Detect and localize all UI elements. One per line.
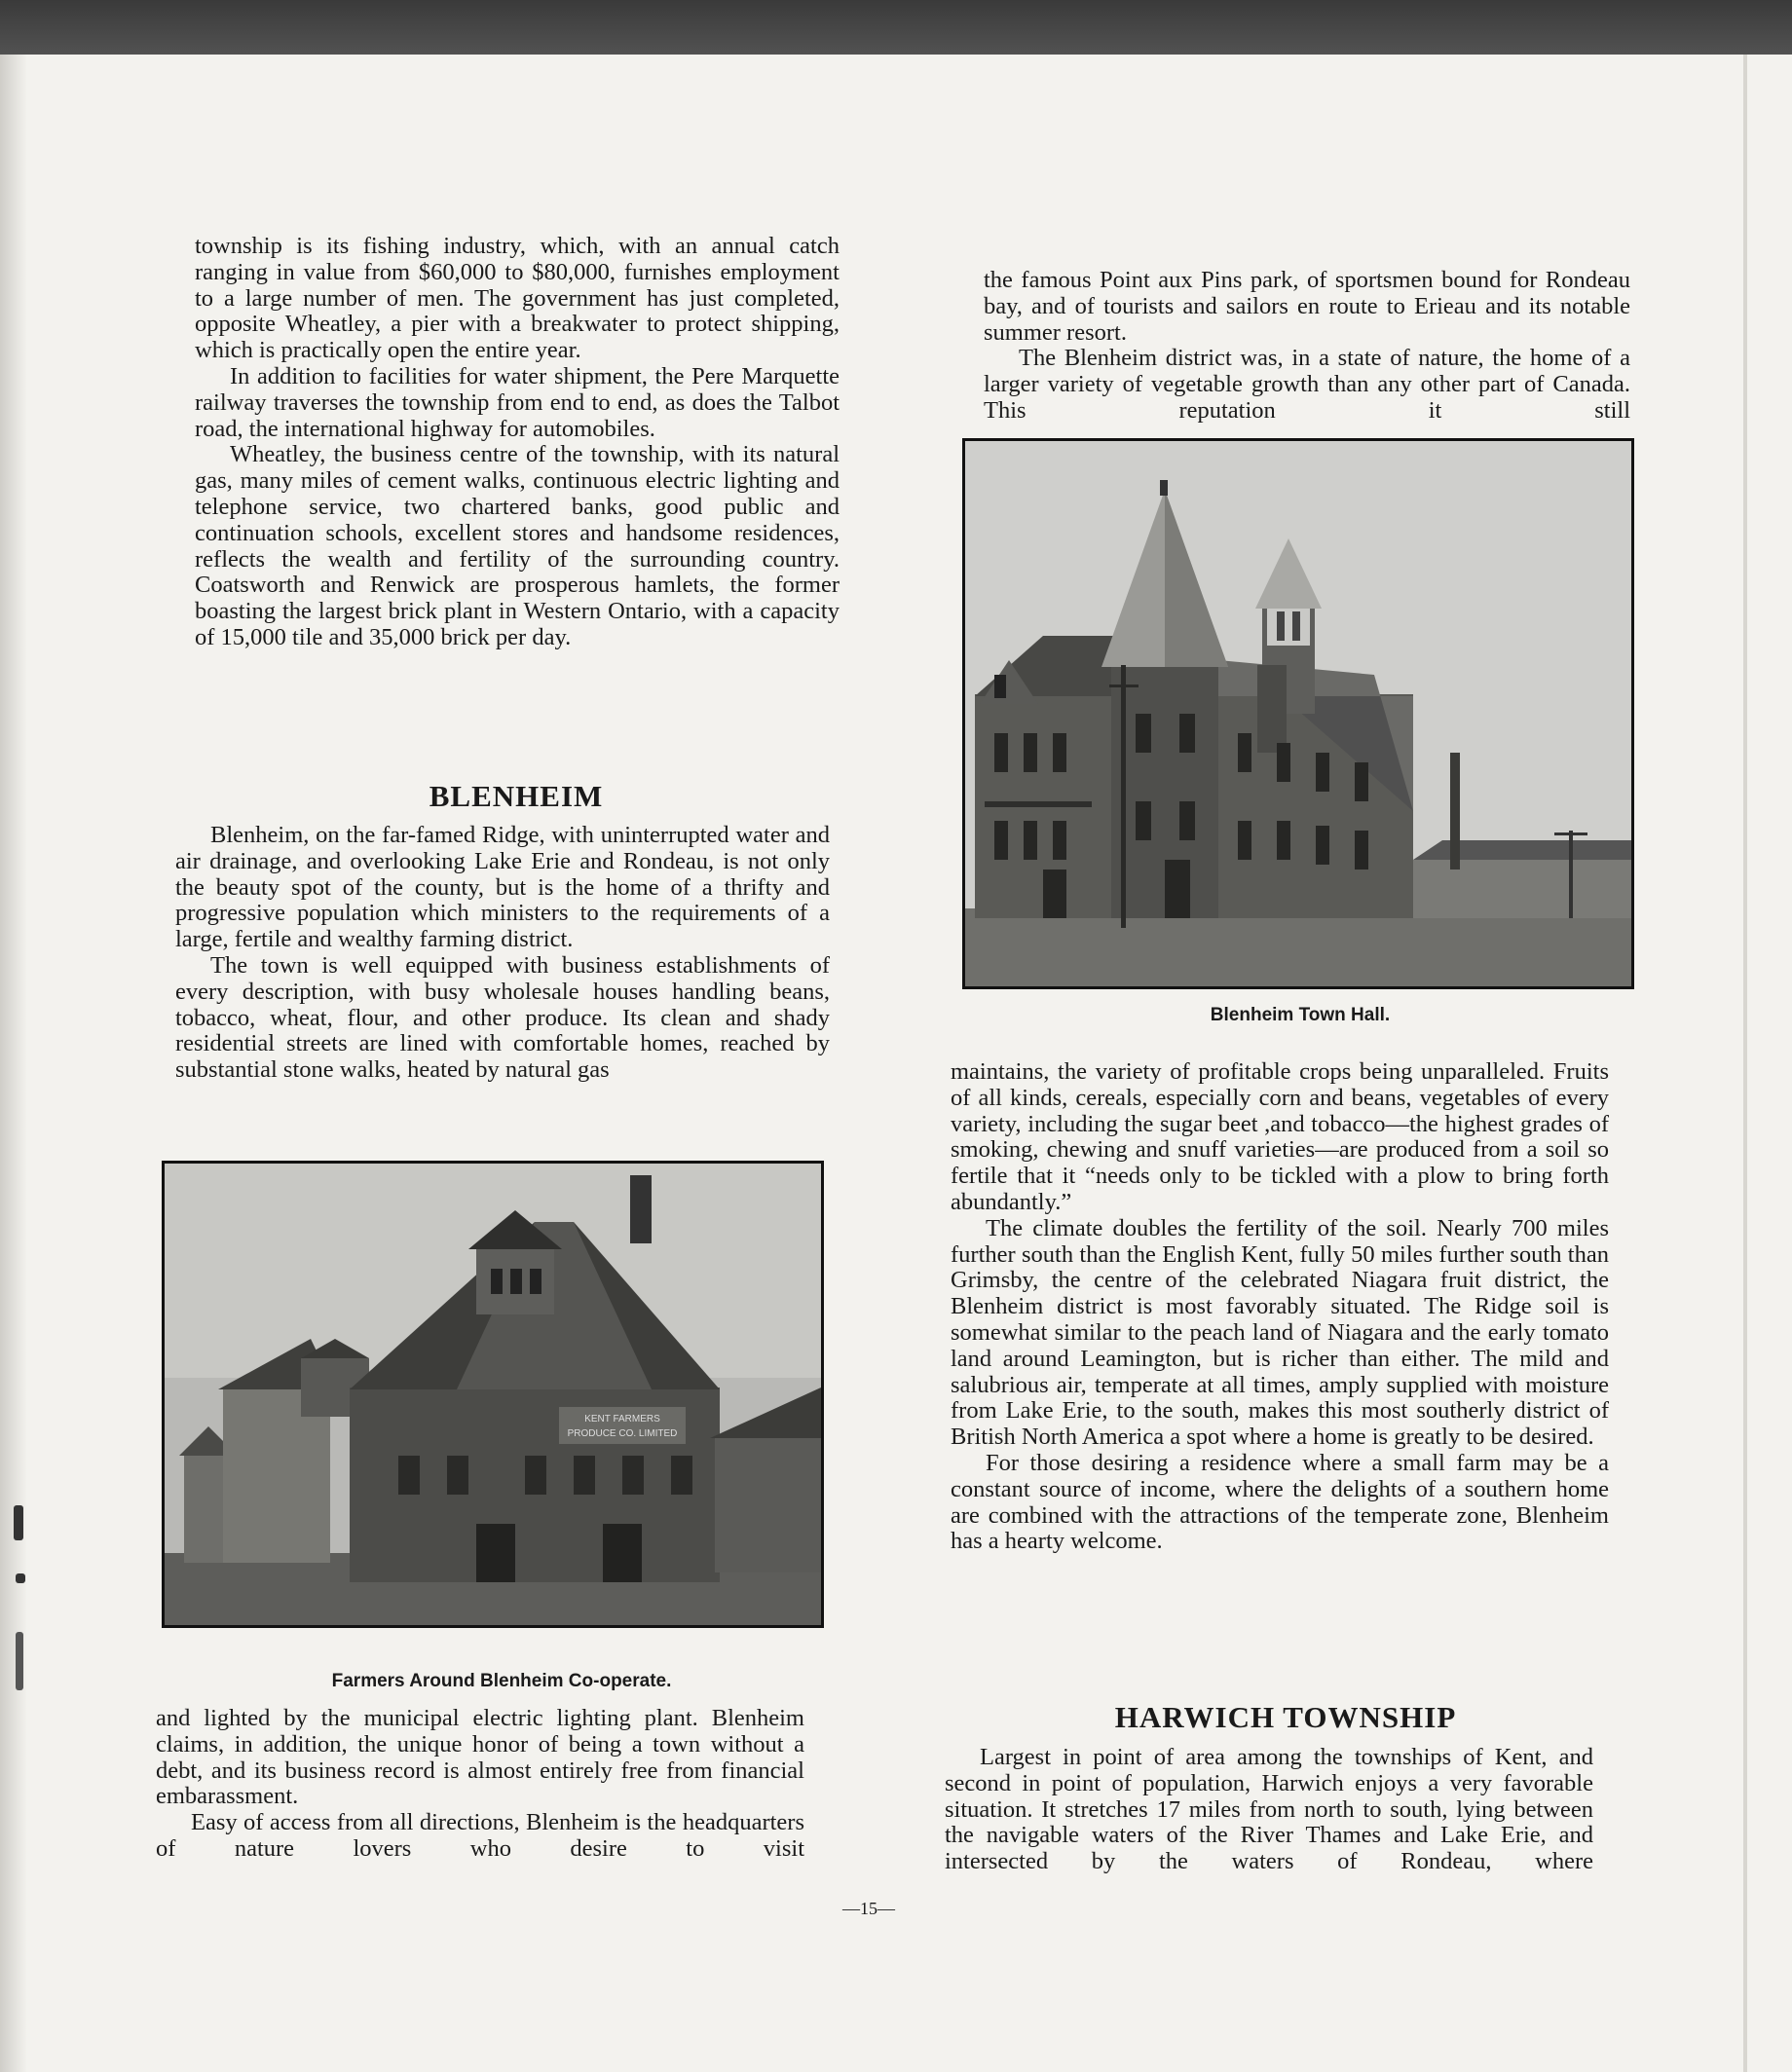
page-edge bbox=[1743, 55, 1747, 2072]
caption-town-hall: Blenheim Town Hall. bbox=[1210, 1005, 1391, 1025]
building-sign-text: KENT FARMERS bbox=[584, 1414, 660, 1424]
paragraph-district: The Blenheim district was, in a state of nature, the home of a larger variety of vegetable growth than any other part of Canada. This reputation it still bbox=[984, 345, 1630, 424]
left-column-top bbox=[195, 234, 840, 651]
paragraph-lighted: and lighted by the municipal electric lighting plant. Blenheim claims, in addition, the unique honor of being a town without a debt, and its business record is almost entirely free from financial embarassment. bbox=[156, 1705, 804, 1810]
town-hall-illustration bbox=[965, 441, 1631, 986]
paragraph-access: Easy of access from all directions, Blenheim is the headquarters of nature lovers who desire to visit bbox=[156, 1809, 804, 1862]
paragraph-railway: In addition to facilities for water shipment, the Pere Marquette railway traverses the township from end to end, as does the Talbot road, the international highway for automobiles. bbox=[195, 362, 840, 442]
paragraph-point-aux-pins: the famous Point aux Pins park, of sportsmen bound for Rondeau bay, and of tourists and sailors en route to Erieau and its notable summer resort. bbox=[984, 267, 1630, 346]
paragraph-wheatley: Wheatley, the business centre of the township, with its natural gas, many miles of cement walks, continuous electric lighting and telephone service, two chartered banks, good public and continuation schools, excellent stores and handsome residences, reflects the wealth and fertility of the surrounding country. Coatsworth and Renwick are prosperous hamlets, the former boasting the largest brick plant in Western Ontario, with a capacity of 15,000 tile and 35,000 brick per day. bbox=[195, 441, 840, 650]
binding-staple bbox=[16, 1632, 23, 1690]
paragraph-residence: For those desiring a residence where a small farm may be a constant source of income, where the delights of a southern home are combined with the attractions of the temperate zone, Blenheim has a hearty welcome. bbox=[951, 1449, 1609, 1555]
right-column-top bbox=[984, 268, 1630, 425]
paragraph-climate: The climate doubles the fertility of the soil. Nearly 700 miles further south than the English Kent, fully 50 miles further south than Grimsby, the centre of the celebrated Niagara fruit district, the Blenheim district is most favorably situated. The Ridge soil is somewhat similar to the peach land of Niagara and the early tomato land around Leamington, but is richer than either. The mild and salubrious air, temperate at all times, amply supplied with moisture from Lake Erie, to the south, makes this most southerly district of British North America a spot where a home is greatly to be desired. bbox=[951, 1214, 1609, 1451]
farmers-coop-illustration bbox=[165, 1164, 821, 1625]
svg-text:PRODUCE CO. LIMITED: PRODUCE CO. LIMITED bbox=[567, 1428, 678, 1439]
gutter-shadow bbox=[0, 55, 27, 2072]
heading-harwich-township: HARWICH TOWNSHIP bbox=[1114, 1700, 1457, 1734]
paragraph-town: The town is well equipped with business establishments of every description, with busy wholesale houses handling beans, tobacco, wheat, flour, and other produce. Its clean and shady residential streets are lined with comfortable homes, reached by substantial stone walks, heated by natural gas bbox=[175, 951, 830, 1084]
left-column-blenheim bbox=[175, 823, 830, 1084]
right-column-middle bbox=[951, 1059, 1609, 1555]
left-column-bottom bbox=[156, 1706, 804, 1863]
heading-blenheim: BLENHEIM bbox=[429, 779, 604, 813]
caption-farmers-coop: Farmers Around Blenheim Co-operate. bbox=[331, 1671, 672, 1691]
scan-background bbox=[0, 0, 1792, 62]
paragraph-harwich: Largest in point of area among the townships of Kent, and second in point of population, Harwich enjoys a very favorable situation. It stretches 17 miles from north to south, lying between the navigable waters of the River Thames and Lake Erie, and intersected by the waters of Rondeau, where bbox=[945, 1744, 1593, 1875]
binding-mark bbox=[16, 1573, 25, 1583]
photo-farmers-coop bbox=[162, 1161, 824, 1628]
paragraph-maintains: maintains, the variety of profitable crops being unparalleled. Fruits of all kinds, cereals, especially corn and beans, vegetables of every variety, including the sugar beet ,and tobacco—the highest grades of smoking, chewing and snuff varieties—are produced from a soil so fertile that it “needs only to be tickled with a plow to bring forth abundantly.” bbox=[951, 1058, 1609, 1215]
binding-staple bbox=[14, 1505, 23, 1540]
photo-town-hall bbox=[962, 438, 1634, 989]
page-number: —15— bbox=[842, 1899, 895, 1918]
right-column-bottom bbox=[945, 1745, 1593, 1875]
paragraph-fishing: township is its fishing industry, which, with an annual catch ranging in value from $60,000 to $80,000, furnishes employment to a large number of men. The government has just completed, opposite Wheatley, a pier with a breakwater to protect shipping, which is practically open the entire year. bbox=[195, 233, 840, 364]
paragraph-blenheim-intro: Blenheim, on the far-famed Ridge, with uninterrupted water and air drainage, and overlooking Lake Erie and Rondeau, is not only the beauty spot of the county, but is the home of a thrifty and progressive population which ministers to the requirements of a large, fertile and wealthy farming district. bbox=[175, 822, 830, 953]
